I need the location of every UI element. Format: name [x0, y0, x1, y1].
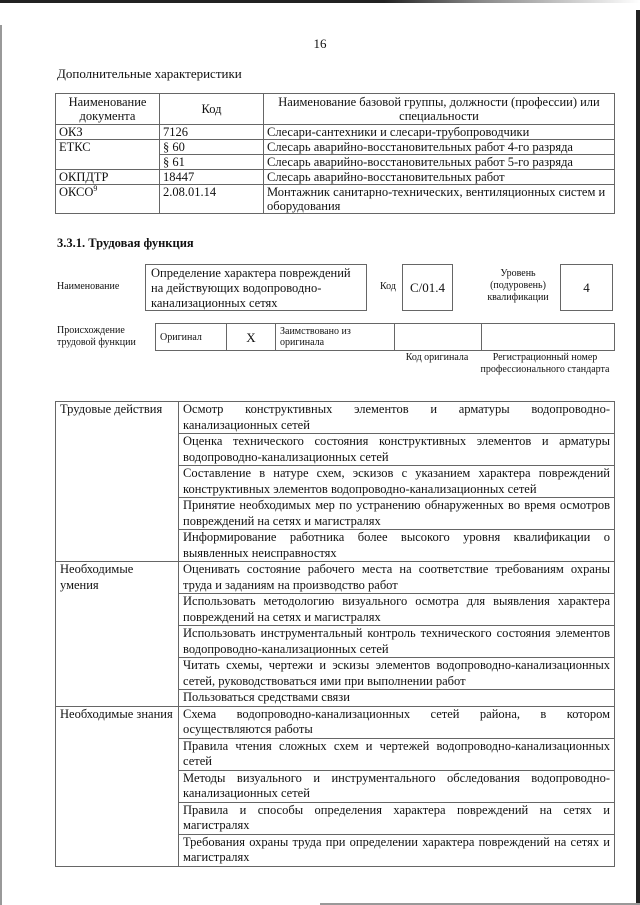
required-knowledge-label: Необходимые знания: [56, 706, 179, 866]
function-code-box: C/01.4: [402, 264, 453, 311]
code-label: Код: [380, 281, 396, 292]
labor-actions-label: Трудовые действия: [56, 402, 179, 562]
labor-action-item: Составление в натуре схем, эскизов с указанием характера повреждений конструктивных элементов водопроводно-канализационных сетей: [179, 466, 615, 498]
cell-document: [56, 185, 160, 214]
table-row: [56, 706, 615, 738]
knowledge-item: Схема водопроводно-канализационных сетей района, в котором осуществляются работы: [179, 706, 615, 738]
additional-characteristics-caption: Дополнительные характеристики: [57, 66, 242, 81]
cell-code: § 60: [160, 140, 264, 155]
cell-name: Слесарь аварийно-восстановительных работ 5-го разряда: [264, 155, 615, 170]
origin-label: Происхождение трудовой функции: [57, 325, 136, 348]
origin-borrowed-label: Заимствовано из оригинала: [276, 324, 395, 351]
skill-item: Читать схемы, чертежи и эскизы элементов водопроводно-канализационных сетей, руководствоваться ими при выполнении работ: [179, 658, 615, 690]
origin-code-value: [395, 324, 482, 351]
knowledge-item: Требования охраны труда при определении характера повреждений на сетях и магистралях: [179, 834, 615, 866]
labor-function-details-table: [55, 401, 615, 867]
cell-name: Слесари-сантехники и слесари-трубопроводчики: [264, 125, 615, 140]
table-row: [56, 562, 615, 594]
knowledge-item: Правила чтения сложных схем и чертежей водопроводно-канализационных сетей: [179, 738, 615, 770]
function-name-box: Определение характера повреждений на действующих водопроводно-канализационных сетях: [145, 264, 367, 311]
document-name: ОКСО: [59, 185, 94, 199]
required-skills-label: Необходимые умения: [56, 562, 179, 707]
header-name: Наименование базовой группы, должности (профессии) или специальности: [264, 94, 615, 125]
reg-number-caption: Регистрационный номер профессионального стандарта: [480, 352, 610, 375]
origin-reg-number-value: [482, 324, 615, 351]
cell-document: ОКПДТР: [56, 170, 160, 185]
origin-original-mark: X: [227, 324, 276, 351]
scan-edge-left: [0, 25, 2, 905]
header-document: Наименование документа: [56, 94, 160, 125]
name-label: Наименование: [57, 281, 120, 292]
table-header-row: [56, 94, 615, 125]
scan-edge-right: [636, 10, 640, 905]
skill-item: Оценивать состояние рабочего места на соответствие требованиям охраны труда и заданиям на производство работ: [179, 562, 615, 594]
labor-action-item: Принятие необходимых мер по устранению обнаруженных во время осмотров повреждений на сетях и магистралях: [179, 498, 615, 530]
qualification-level-box: 4: [560, 264, 613, 311]
labor-action-item: Оценка технического состояния конструктивных элементов и арматуры водопроводно-канализационных сетей: [179, 434, 615, 466]
header-code: Код: [160, 94, 264, 125]
knowledge-item: Правила и способы определения характера повреждений на сетях и магистралях: [179, 802, 615, 834]
scan-edge-top: [0, 0, 640, 3]
footnote-marker: 9: [93, 184, 98, 193]
origin-original-label: Оригинал: [156, 324, 227, 351]
qualification-level-label: Уровень (подуровень) квалификации: [487, 268, 549, 303]
cell-code: 2.08.01.14: [160, 185, 264, 214]
cell-name: Слесарь аварийно-восстановительных работ: [264, 170, 615, 185]
table-row: [56, 125, 615, 140]
skill-item: Использовать инструментальный контроль технического состояния элементов водопроводно-канализационных сетей: [179, 626, 615, 658]
code-original-caption: Код оригинала: [405, 352, 469, 363]
table-row: [56, 140, 615, 155]
skill-item: Пользоваться средствами связи: [179, 690, 615, 707]
cell-name: Слесарь аварийно-восстановительных работ 4-го разряда: [264, 140, 615, 155]
table-row: [56, 402, 615, 434]
labor-action-item: Информирование работника более высокого уровня квалификации о выявленных неисправностях: [179, 530, 615, 562]
labor-function-heading: 3.3.1. Трудовая функция: [57, 236, 194, 250]
cell-document: ОКЗ: [56, 125, 160, 140]
skill-item: Использовать методологию визуального осмотра для выявления характера повреждений на сетях и магистралях: [179, 594, 615, 626]
page-number: 16: [313, 36, 327, 51]
cell-document: ЕТКС: [56, 140, 160, 170]
cell-name: Монтажник санитарно-технических, вентиляционных систем и оборудования: [264, 185, 615, 214]
knowledge-item: Методы визуального и инструментального обследования водопроводно-канализационных сетей: [179, 770, 615, 802]
table-row: [56, 170, 615, 185]
table-row: [56, 185, 615, 214]
additional-characteristics-table: [55, 93, 615, 214]
cell-code: § 61: [160, 155, 264, 170]
origin-table: [155, 323, 615, 351]
cell-code: 18447: [160, 170, 264, 185]
labor-action-item: Осмотр конструктивных элементов и арматуры водопроводно-канализационных сетей: [179, 402, 615, 434]
cell-code: 7126: [160, 125, 264, 140]
